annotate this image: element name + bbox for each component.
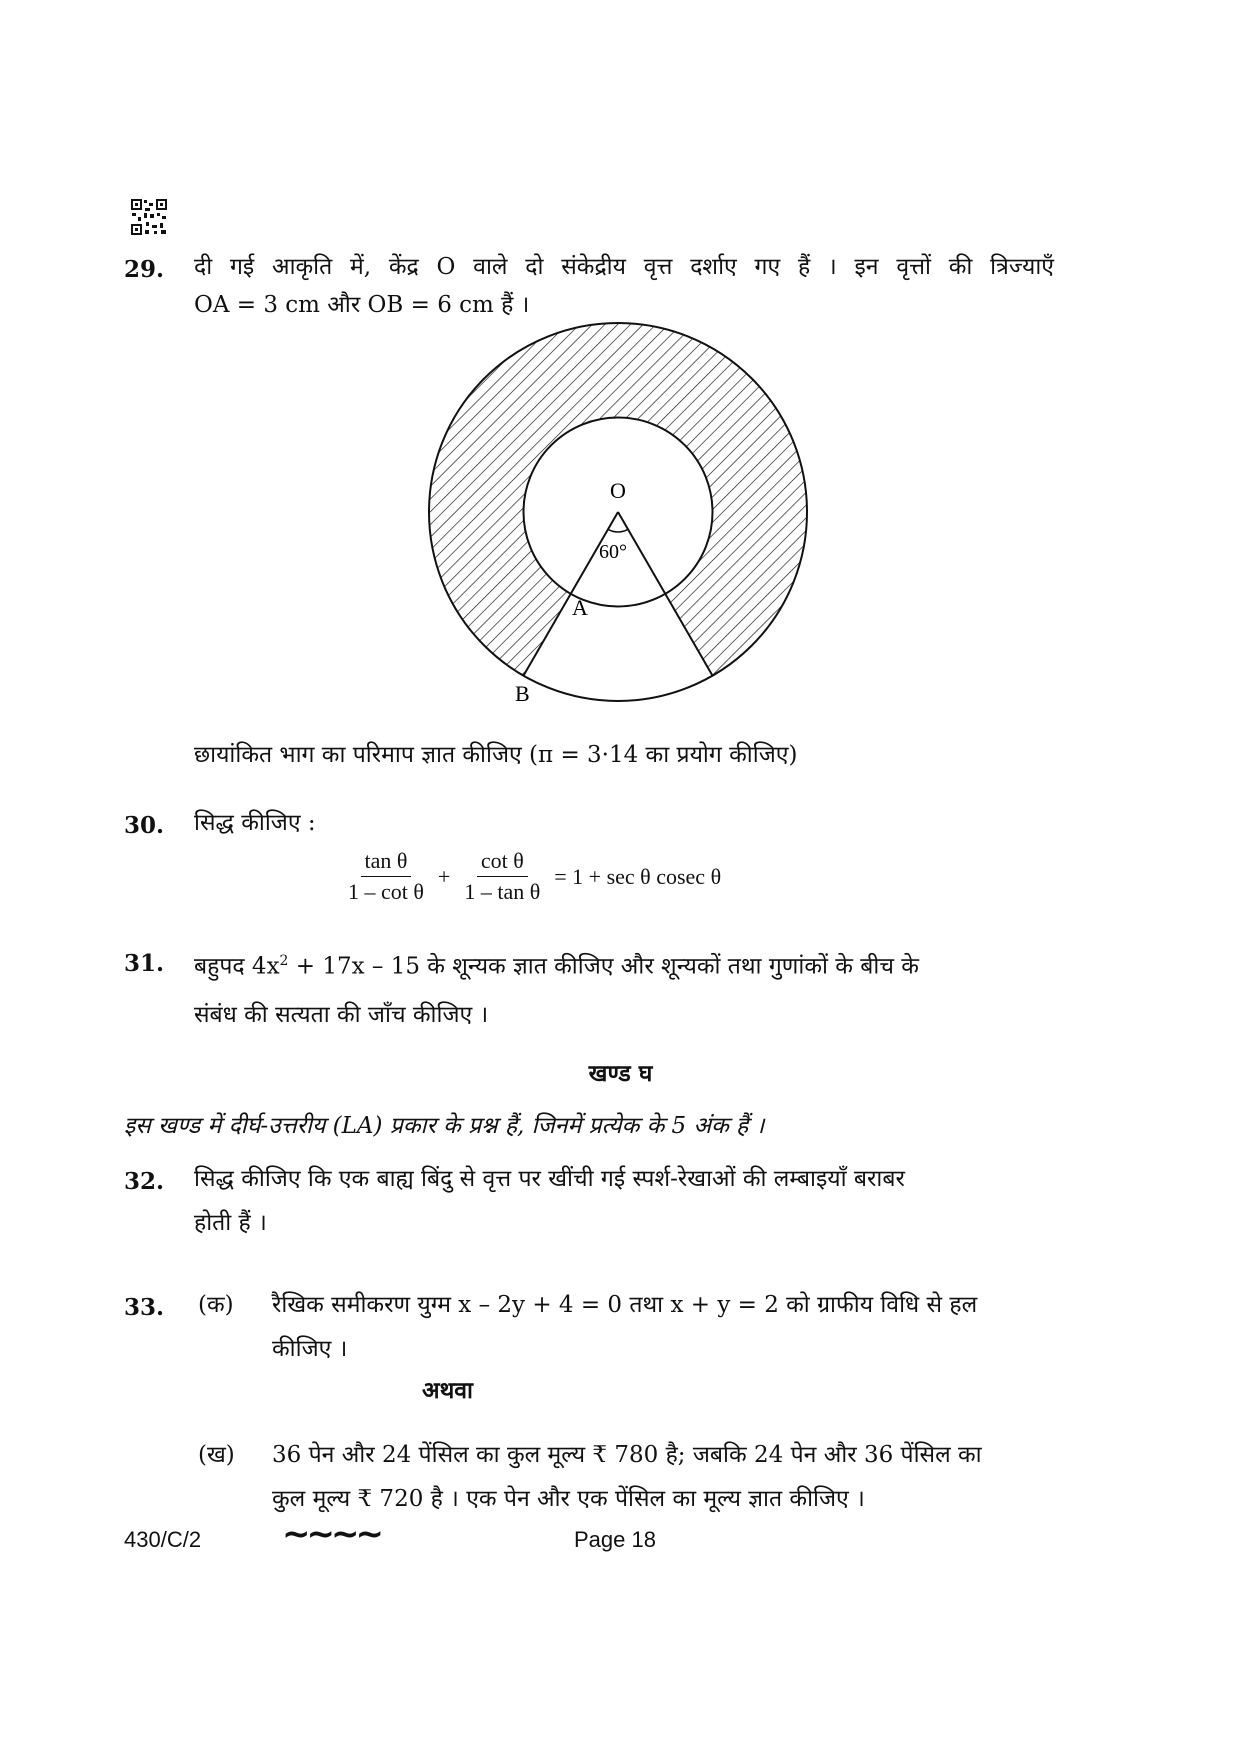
question-text: सिद्ध कीजिए : xyxy=(194,810,316,836)
question-number: 29. xyxy=(124,256,165,283)
question-line: OA = 3 cm और OB = 6 cm हैं । xyxy=(194,292,530,318)
label-b: B xyxy=(515,681,530,706)
label-a: A xyxy=(572,595,588,620)
plus-sign: + xyxy=(437,863,451,889)
identity-rhs: = 1 + sec θ cosec θ xyxy=(554,863,722,889)
option-label: (क) xyxy=(198,1292,234,1318)
fraction xyxy=(460,848,544,905)
option-label: (ख) xyxy=(198,1442,235,1468)
section-title: खण्ड घ xyxy=(588,1060,653,1087)
or-separator: अथवा xyxy=(422,1377,474,1404)
label-o: O xyxy=(610,478,626,503)
poly-part: बहुपद 4x xyxy=(194,953,280,980)
page-number: Page 18 xyxy=(574,1527,656,1552)
qr-code-icon xyxy=(130,198,168,236)
poly-rest: + 17x – 15 के शून्यक ज्ञात कीजिए और शून्यकों तथा गुणांकों के बीच के xyxy=(288,953,919,980)
question-text xyxy=(194,1160,1004,1242)
question-line: 36 पेन और 24 पेंसिल का कुल मूल्य ₹ 780 है; जबकि 24 पेन और 36 पेंसिल का xyxy=(272,1442,982,1468)
section-note: इस खण्ड में दीर्घ-उत्तरीय (LA) प्रकार के प्रश्न हैं, जिनमें प्रत्येक के 5 अंक हैं । xyxy=(124,1113,765,1139)
question-number: 31. xyxy=(124,950,165,977)
question-line: होती हैं । xyxy=(194,1210,267,1236)
question-line: कुल मूल्य ₹ 720 है । एक पेन और एक पेंसिल का मूल्य ज्ञात कीजिए । xyxy=(272,1486,865,1512)
question-line: दी गई आकृति में, केंद्र O वाले दो संकेद्रीय वृत्त दर्शाए गए हैं । इन वृत्तों की त्रिज्याएँ xyxy=(194,254,1054,280)
squiggle-mark: ~~~~ xyxy=(282,1514,380,1554)
paper-code: 430/C/2 xyxy=(124,1527,202,1552)
fraction xyxy=(344,848,428,905)
fraction-denominator: 1 – cot θ xyxy=(348,879,424,904)
question-line: रैखिक समीकरण युग्म x – 2y + 4 = 0 तथा x + y = 2 को ग्राफीय विधि से हल xyxy=(272,1292,978,1318)
question-text xyxy=(194,942,1054,1034)
question-text xyxy=(272,1436,1062,1518)
question-number: 30. xyxy=(124,812,165,839)
question-text: छायांकित भाग का परिमाप ज्ञात कीजिए (π = 3·14 का प्रयोग कीजिए) xyxy=(194,742,798,768)
poly-exponent: 2 xyxy=(279,953,289,969)
trig-identity xyxy=(344,848,721,905)
concentric-circles-figure xyxy=(420,318,820,708)
fraction-numerator: cot θ xyxy=(477,848,528,877)
question-text xyxy=(272,1286,1052,1368)
question-line: कीजिए । xyxy=(272,1336,348,1362)
question-line: सिद्ध कीजिए कि एक बाह्य बिंदु से वृत्त पर खींची गई स्पर्श-रेखाओं की लम्बाइयाँ बराबर xyxy=(194,1166,905,1192)
angle-arc xyxy=(608,529,628,532)
question-number: 32. xyxy=(124,1168,165,1195)
fraction-denominator: 1 – tan θ xyxy=(464,879,541,904)
question-text xyxy=(194,248,1054,324)
question-line xyxy=(194,942,1054,986)
fraction-numerator: tan θ xyxy=(361,848,412,877)
angle-label: 60° xyxy=(599,541,627,563)
question-line: संबंध की सत्यता की जाँच कीजिए । xyxy=(194,1001,489,1028)
question-number: 33. xyxy=(124,1294,165,1321)
